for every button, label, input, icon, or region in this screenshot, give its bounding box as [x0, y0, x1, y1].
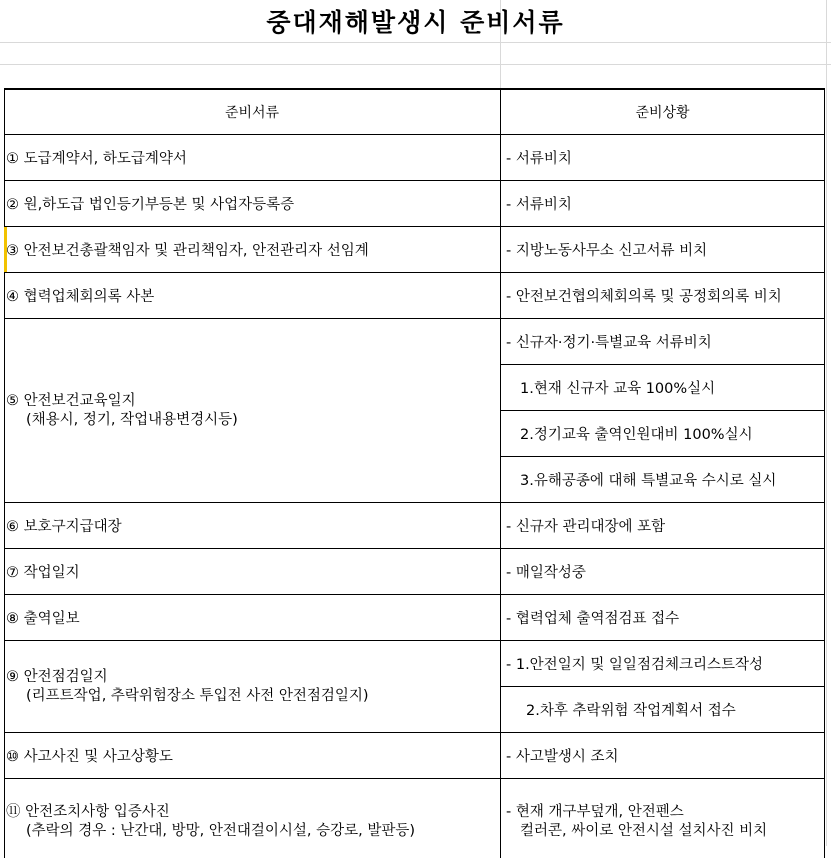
grid-line: [0, 42, 831, 43]
table-row-status: 2.차후 추락위험 작업계획서 접수: [526, 703, 736, 719]
table-row-status: - 안전보건협의체회의록 및 공정회의록 비치: [506, 289, 782, 305]
row-divider: [4, 778, 825, 779]
table-row-doc: ⑦ 작업일지: [6, 565, 80, 581]
table-row-status: - 신규자·정기·특별교육 서류비치: [506, 335, 712, 351]
doc-subtitle: (채용시, 정기, 작업내용변경시등): [26, 411, 238, 428]
table-row-doc: [6, 789, 498, 849]
table-row-status: - 지방노동사무소 신고서류 비치: [506, 243, 708, 259]
doc-title: ⑤ 안전보건교육일지: [6, 392, 136, 409]
table-row-doc: ⑥ 보호구지급대장: [6, 519, 122, 535]
table-row-doc: ② 원,하도급 법인등기부등본 및 사업자등록증: [6, 197, 295, 213]
table-row-status: - 협력업체 출역점검표 접수: [506, 611, 680, 627]
table-row-status: [506, 789, 824, 849]
header-documents: 준비서류: [224, 105, 280, 121]
table-row-status: - 매일작성중: [506, 565, 586, 581]
table-row-status: - 서류비치: [506, 151, 572, 167]
doc-subtitle: (추락의 경우 : 난간대, 방망, 안전대걸이시설, 승강로, 발판등): [26, 823, 416, 839]
table-row-status: - 서류비치: [506, 197, 572, 213]
status-line: - 현재 개구부덮개, 안전펜스: [506, 804, 684, 820]
table-row-status: 3.유해공종에 대해 특별교육 수시로 실시: [520, 473, 777, 489]
table-border: [4, 88, 5, 858]
table-row-doc: [6, 319, 498, 502]
table-row-doc: ① 도급계약서, 하도급계약서: [6, 151, 187, 167]
table-row-doc: ④ 협력업체회의록 사본: [6, 289, 155, 305]
table-row-doc: [6, 641, 498, 732]
table-row-doc: ⑧ 출역일보: [6, 611, 80, 627]
table-row-status: 1.현재 신규자 교육 100%실시: [520, 381, 716, 397]
doc-title: ⑨ 안전점검일지: [6, 668, 108, 685]
table-row-doc: ⑩ 사고사진 및 사고상황도: [6, 749, 173, 765]
column-divider: [500, 88, 501, 858]
doc-title: ⑪ 안전조치사항 입증사진: [6, 804, 170, 820]
table-row-status: - 사고발생시 조치: [506, 749, 619, 765]
page-title: 중대재해발생시 준비서류: [266, 8, 565, 37]
header-status: 준비상황: [635, 105, 690, 121]
status-line: 컬러콘, 싸이로 안전시설 설치사진 비치: [520, 823, 768, 839]
doc-subtitle: (리프트작업, 추락위험장소 투입전 사전 안전점검일지): [26, 687, 369, 704]
grid-line: [0, 64, 831, 65]
table-row-doc: ③ 안전보건총괄책임자 및 관리책임자, 안전관리자 선임계: [6, 243, 369, 259]
table-row-status: 2.정기교육 출역인원대비 100%실시: [520, 427, 753, 443]
table-row-status: - 신규자 관리대장에 포함: [506, 519, 666, 535]
table-row-status: - 1.안전일지 및 일일점검체크리스트작성: [506, 657, 764, 673]
